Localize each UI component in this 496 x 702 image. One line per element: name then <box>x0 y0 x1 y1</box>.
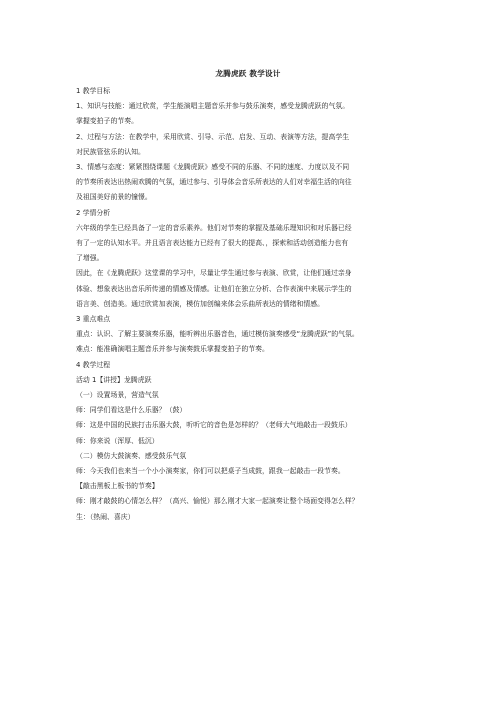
paragraph-line: 有了一定的认知水平。并且语言表达能力已经有了很大的提高、，探索和活动创造能力也有 <box>76 239 349 248</box>
paragraph-line: 语言美、创造美。通过欣赏加表演，模仿加创编来体会乐曲所表达的情绪和情感。 <box>76 299 325 308</box>
section-heading-process: 4 教学过程 <box>76 360 111 369</box>
paragraph-line: 师：今天我们也来当一个小小演奏家，你们可以把桌子当成鼓，跟我一起敲击一段节奏。 <box>76 467 345 476</box>
paragraph-line: 师：你来说（浑厚、低沉） <box>76 436 159 445</box>
paragraph-line: （一）设置场景，营造气氛 <box>76 391 159 400</box>
paragraph-line: 师：刚才敲鼓的心情怎么样？（高兴、愉悦）那么刚才大家一起演奏让整个场面变得怎么样？ <box>76 497 359 506</box>
activity-heading: 活动 1【讲授】龙腾虎跃 <box>76 375 152 384</box>
paragraph-line: 3、情感与态度：紧紧围绕课题《龙腾虎跃》感受不同的乐器、不同的速度、力度以及不同 <box>76 163 350 172</box>
paragraph-line: 1、知识与技能：通过欣赏，学生能演唱主题音乐并参与鼓乐演奏，感受龙腾虎跃的气氛。 <box>76 102 350 111</box>
paragraph-line: 及祖国美好前景的憧憬。 <box>76 193 152 202</box>
paragraph-line: 2、过程与方法：在教学中，采用欣赏、引导、示范、启发、互动、表演等方法，提高学生 <box>76 132 350 141</box>
paragraph-line: 了增强。 <box>76 254 104 263</box>
paragraph-line: 生：（热闹、喜庆） <box>76 512 135 521</box>
paragraph-line: 师：同学们看这是什么乐器？（鼓） <box>76 406 187 415</box>
paragraph-line: 掌握变拍子的节奏。 <box>76 117 139 126</box>
section-heading-objectives: 1 教学目标 <box>76 87 111 95</box>
document-body <box>76 84 426 525</box>
paragraph-line: 因此，在《龙腾虎跃》这堂课的学习中，尽量让学生通过参与表演、欣赏，让他们通过亲身 <box>76 269 352 278</box>
paragraph-line: （二）模仿大鼓演奏、感受鼓乐气氛 <box>76 451 187 460</box>
paragraph-line: 师：这是中国的民族打击乐器大鼓，听听它的音色是怎样的？（老师大气地敲击一段鼓乐） <box>76 421 352 430</box>
paragraph-line: 对民族管弦乐的认知。 <box>76 147 145 156</box>
paragraph-line: 重点：认识、了解主要演奏乐器，能听辨出乐器音色，通过模仿演奏感受“龙腾虎跃”的气氛。 <box>76 330 359 339</box>
paragraph-line: 体验、想象表达出音乐所传递的情感及情感。让他们在独立分析、合作表演中来展示学生的 <box>76 284 352 293</box>
paragraph-line: 的节奏所表达出热闹欢腾的气氛，通过参与、引导体会音乐所表达的人们对幸福生活的向往 <box>76 178 352 187</box>
section-heading-key-points: 3 重点难点 <box>76 315 111 324</box>
document-title: 龙腾虎跃 教学设计 <box>215 69 281 78</box>
section-heading-analysis: 2 学情分析 <box>76 208 111 217</box>
paragraph-line: 【敲击黑板上板书的节奏】 <box>76 482 159 491</box>
paragraph-line: 六年级的学生已经具备了一定的音乐素养。他们对节奏的掌握及基础乐理知识和对乐器已经 <box>76 223 352 232</box>
paragraph-line: 难点：能准确演唱主题音乐并参与演奏鼓乐掌握变拍子的节奏。 <box>76 345 269 354</box>
